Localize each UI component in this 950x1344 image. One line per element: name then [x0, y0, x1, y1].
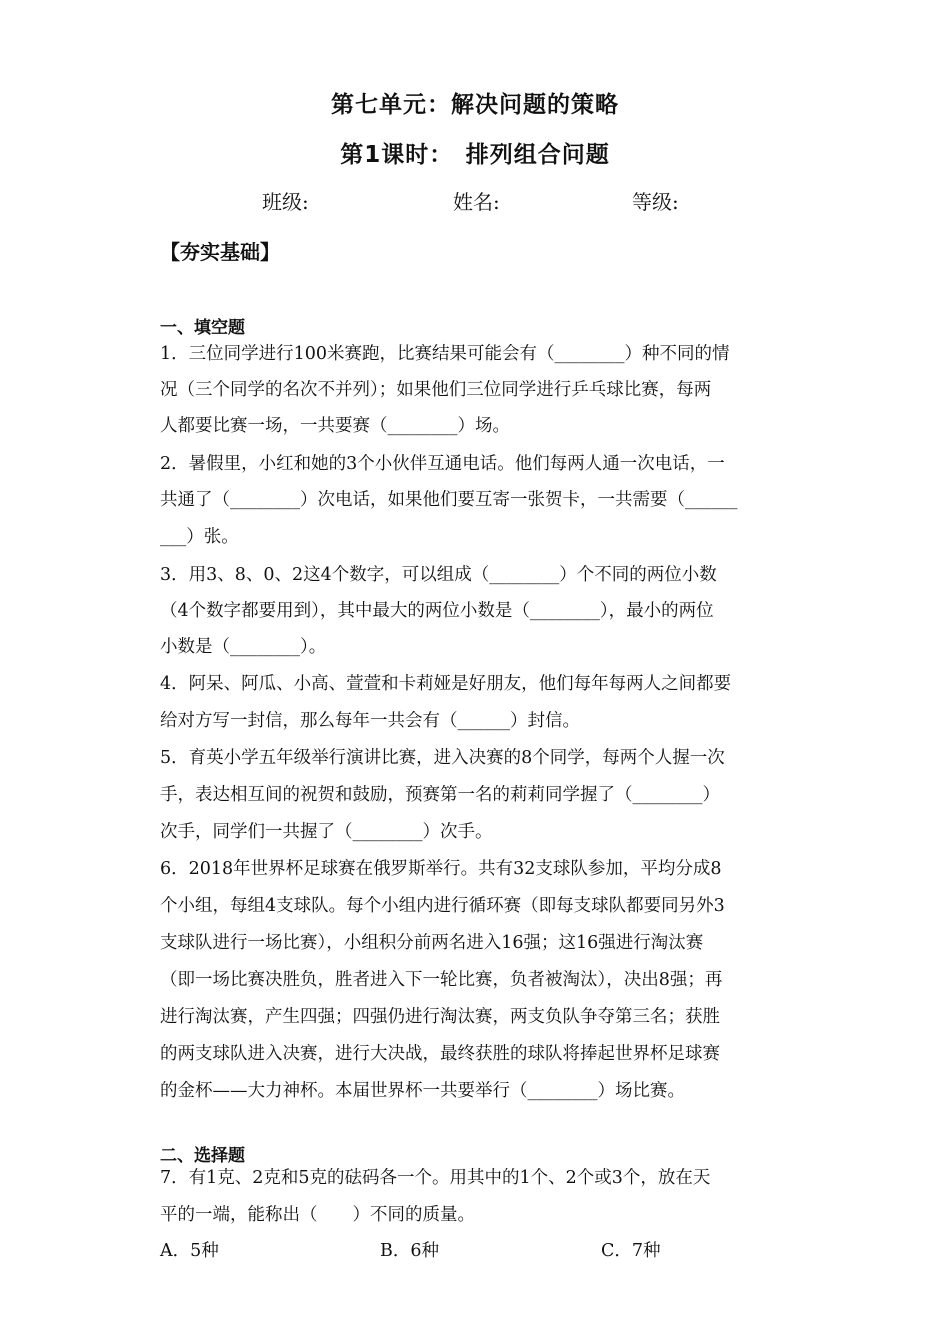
class-label: 班级:: [262, 190, 309, 214]
question-line: 进行淘汰赛，产生四强；四强仍进行淘汰赛，两支负队争夺第三名；获胜: [160, 1007, 720, 1027]
question-line: （即一场比赛决胜负，胜者进入下一轮比赛，负者被淘汰），决出8强；再: [160, 970, 723, 990]
grade-label: 等级:: [632, 190, 679, 214]
choice-option-b: B．6种: [380, 1241, 439, 1261]
question-line: 6．2018年世界杯足球赛在俄罗斯举行。共有32支球队参加，平均分成8: [160, 859, 722, 879]
question-line: 个小组，每组4支球队。每个小组内进行循环赛（即每支球队都要同另外3: [160, 896, 725, 916]
lesson-title: 第1课时： 排列组合问题: [340, 142, 610, 168]
question-line: 人都要比赛一场，一共要赛（________）场。: [160, 416, 510, 436]
choice-option-a: A．5种: [160, 1241, 219, 1261]
question-line: ___）张。: [160, 527, 239, 547]
question-line: 手，表达相互间的祝贺和鼓励，预赛第一名的莉莉同学握了（________）: [160, 785, 720, 805]
question-line: 共通了（________）次电话，如果他们要互寄一张贺卡，一共需要（______: [160, 490, 738, 510]
question-line: 次手，同学们一共握了（________）次手。: [160, 822, 493, 842]
question-line: 况（三个同学的名次不并列）；如果他们三位同学进行乒乓球比赛，每两: [160, 380, 712, 400]
question-line: 的两支球队进入决赛，进行大决战，最终获胜的球队将捧起世界杯足球赛: [160, 1044, 720, 1064]
question-line: 平的一端，能称出（ ）不同的质量。: [160, 1205, 475, 1225]
question-line: 小数是（________）。: [160, 637, 327, 657]
question-line: 2．暑假里，小红和她的3个小伙伴互通电话。他们每两人通一次电话，一: [160, 454, 725, 474]
question-line: （4个数字都要用到），其中最大的两位小数是（________），最小的两位: [160, 601, 714, 621]
question-line: 1．三位同学进行100米赛跑，比赛结果可能会有（________）种不同的情: [160, 344, 730, 364]
question-line: 的金杯——大力神杯。本届世界杯一共要举行（________）场比赛。: [160, 1081, 685, 1101]
question-line: 7．有1克、2克和5克的砝码各一个。用其中的1个、2个或3个，放在天: [160, 1168, 711, 1188]
section-fill-heading: 一、填空题: [160, 318, 245, 338]
question-line: 支球队进行一场比赛），小组积分前两名进入16强；这16强进行淘汰赛: [160, 933, 704, 953]
question-line: 5．育英小学五年级举行演讲比赛，进入决赛的8个同学，每两个人握一次: [160, 748, 725, 768]
unit-title: 第七单元：解决问题的策略: [331, 92, 619, 118]
choice-option-c: C．7种: [601, 1241, 661, 1261]
question-line: 给对方写一封信，那么每年一共会有（______）封信。: [160, 711, 580, 731]
name-label: 姓名:: [453, 190, 500, 214]
section-choice-heading: 二、选择题: [160, 1146, 245, 1166]
question-line: 4．阿呆、阿瓜、小高、萱萱和卡莉娅是好朋友，他们每年每两人之间都要: [160, 674, 732, 694]
question-line: 3．用3、8、0、2这4个数字，可以组成（________）个不同的两位小数: [160, 565, 717, 585]
section-basic-heading: 【夯实基础】: [160, 240, 280, 264]
